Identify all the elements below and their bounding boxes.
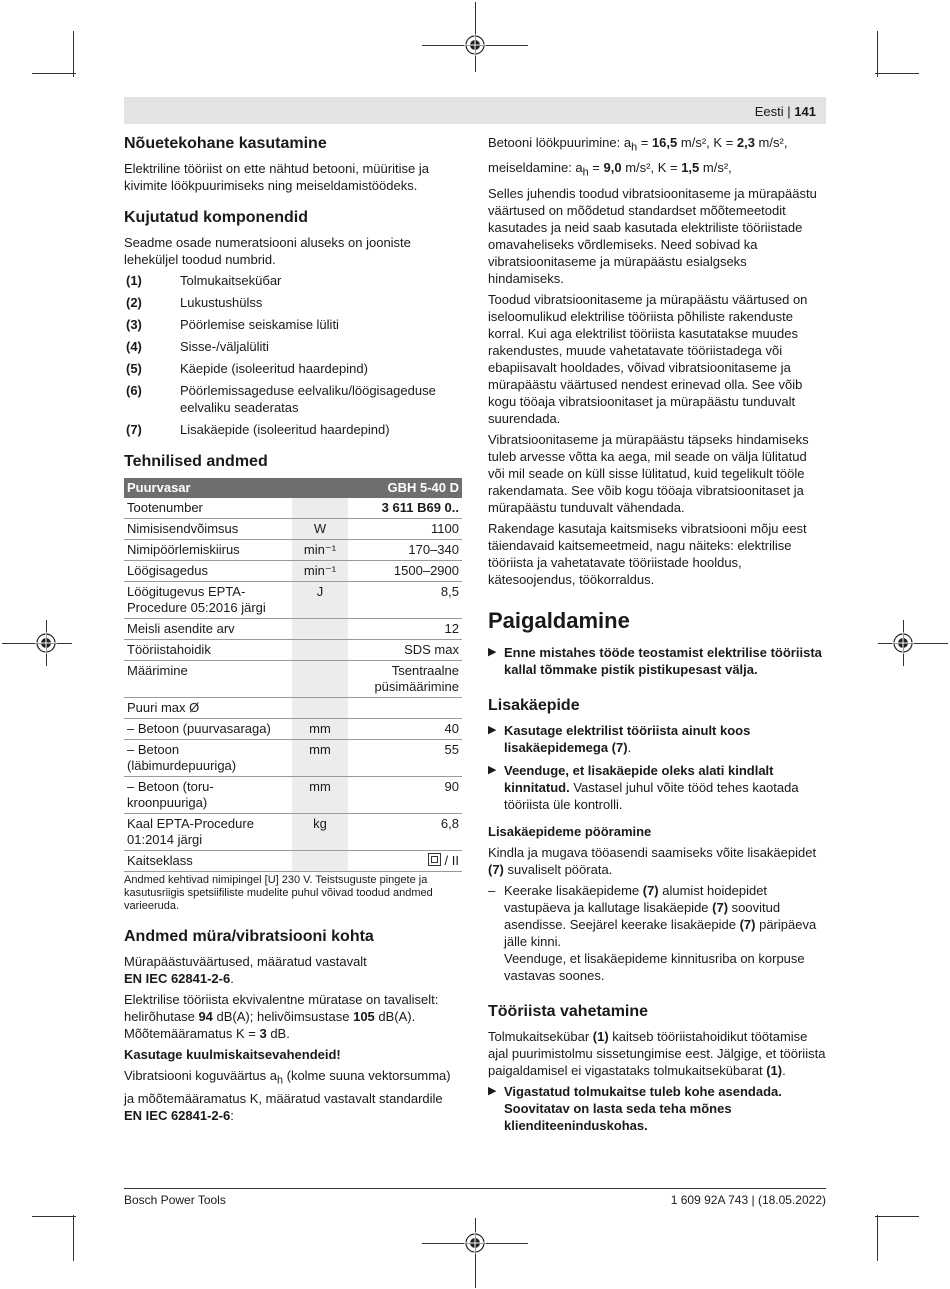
text: = xyxy=(637,135,652,150)
paragraph: Seadme osade numeratsiooni aluseks on jooniste leheküljel toodud numbrid. xyxy=(124,235,411,267)
right-column xyxy=(488,134,826,1140)
text: Veenduge, et lisakäepide oleks alati kindlalt kinnitatud. xyxy=(504,763,774,796)
text: Elektrilise tööriista ekvivalentne müratase on tavaliselt: helirõhutase xyxy=(124,992,439,1024)
table-row xyxy=(124,851,462,872)
component-list xyxy=(124,272,462,438)
table-row xyxy=(124,640,462,661)
row-unit xyxy=(292,619,348,640)
row-value: 1100 xyxy=(348,519,462,540)
section-title: Tehnilised andmed xyxy=(124,453,268,470)
instruction-bullet xyxy=(488,1083,826,1134)
row-value: 170–340 xyxy=(348,540,462,561)
ref: (1) xyxy=(766,1063,783,1079)
footer-brand: Bosch Power Tools xyxy=(124,1193,226,1207)
header-separator: | xyxy=(787,104,795,119)
footer-rule xyxy=(124,1188,826,1189)
subscript: h xyxy=(276,1074,283,1087)
text: Keerake lisakäepideme xyxy=(504,883,643,899)
text: Betooni löökpuurimine: a xyxy=(488,135,632,150)
table-row xyxy=(124,582,462,619)
instruction-text xyxy=(504,762,826,813)
header-band xyxy=(124,97,826,124)
table-row xyxy=(124,719,462,740)
row-unit xyxy=(292,498,348,519)
vibration-value-line xyxy=(488,159,826,182)
text: Kindla ja mugava tööasendi saamiseks võite lisakäepidet xyxy=(488,845,817,861)
subscript: h xyxy=(582,166,589,179)
value: 94 xyxy=(198,1009,213,1024)
item-label: Pöörlemissageduse eelvaliku/löögisageduse eelvaliku seaderatas xyxy=(180,383,436,415)
protection-class-icon xyxy=(428,853,441,866)
page-header xyxy=(755,103,816,120)
text: meiseldamine: a xyxy=(488,159,583,175)
row-unit: mm xyxy=(292,719,348,740)
table-row xyxy=(124,777,462,814)
text: suvaliselt pöörata. xyxy=(503,862,613,878)
value: 3 xyxy=(259,1026,267,1041)
item-number: (5) xyxy=(126,361,142,376)
row-label: Nimipöörlemiskiirus xyxy=(124,540,292,561)
instruction-text: Enne mistahes tööde teostamist elektrilise tööriista kallal tõmmake pistik pistikupesast välja. xyxy=(504,645,822,678)
table-row xyxy=(124,740,462,777)
header-language: Eesti xyxy=(754,104,784,119)
row-label: – Betoon (puurvasaraga) xyxy=(124,719,292,740)
paragraph: Mürapäästuväärtused, määratud vastavalt EN IEC 62841-2-6. xyxy=(124,954,367,986)
row-unit xyxy=(292,698,348,719)
ref: (7) xyxy=(488,862,504,878)
tech-data-table xyxy=(124,478,462,872)
table-body xyxy=(124,498,462,851)
row-label: Määrimine xyxy=(124,661,292,698)
row-unit: kg xyxy=(292,814,348,851)
ref: (7) xyxy=(739,917,756,933)
row-value: 8,5 xyxy=(348,582,462,619)
row-value: 40 xyxy=(348,719,462,740)
section-title: Tööriista vahetamine xyxy=(488,1003,649,1021)
list-item xyxy=(124,294,462,311)
text: päripäeva jälle kinni. xyxy=(504,917,817,950)
list-item xyxy=(124,316,462,333)
table-row xyxy=(124,619,462,640)
tech-data-section xyxy=(124,452,462,913)
text: . xyxy=(627,740,632,756)
paragraph xyxy=(488,844,826,878)
item-label: Lukustushülss xyxy=(180,295,263,310)
standard-ref: EN IEC 62841-2-6 xyxy=(124,971,231,986)
footer-doc-number: 1 609 92A 743 | (18.05.2022) xyxy=(670,1193,826,1207)
section-title: Lisakäepide xyxy=(488,697,580,715)
row-value: Tsentraalne püsimäärimine xyxy=(348,661,462,698)
dash-bullet: – xyxy=(488,883,496,899)
list-item xyxy=(124,421,462,438)
instruction-text xyxy=(504,722,826,756)
table-row xyxy=(124,561,462,582)
row-label: – Betoon (läbimurdepuuriga) xyxy=(124,740,292,777)
row-value xyxy=(348,698,462,719)
paragraph: Elektriline tööriist on ette nähtud betooni, müüritise ja kivimite löökpuurimiseks ning meiseldamistöödeks. xyxy=(124,161,429,193)
text: m/s², K = xyxy=(621,159,682,175)
row-label: Löögitugevus EPTA-Procedure 05:2016 järgi xyxy=(124,582,292,619)
row-unit: min⁻¹ xyxy=(292,561,348,582)
table-header-value: GBH 5-40 D xyxy=(348,478,462,498)
instruction-bullet xyxy=(488,722,826,756)
instruction-bullet xyxy=(488,762,826,813)
registration-target-icon xyxy=(464,34,486,56)
text: kaitseb tööriistahoidikut töötamise ajal puurimistolmu sissetungimise eest. Jälgige, et tööriista paigaldamisel ei vigastataks tolmukaitsekübarat xyxy=(488,1029,826,1079)
row-value xyxy=(348,851,462,872)
row-label: Kaitseklass xyxy=(124,851,292,872)
subsection-title: Lisakäepideme pööramine xyxy=(488,824,652,840)
row-unit: min⁻¹ xyxy=(292,540,348,561)
text: . xyxy=(782,1063,786,1079)
text: Tolmukaitsekübar xyxy=(488,1029,593,1045)
section-title: Nõuetekohane kasutamine xyxy=(124,135,327,152)
noise-section xyxy=(124,927,462,1124)
triangle-bullet-icon: ▶ xyxy=(488,646,497,659)
row-unit xyxy=(292,661,348,698)
paragraph xyxy=(124,1067,462,1124)
ref: (7) xyxy=(611,740,628,756)
standard-ref: EN IEC 62841-2-6 xyxy=(124,1107,231,1123)
instruction-text: Vigastatud tolmukaitse tuleb kohe asendada. Soovitatav on lasta seda teha mõnes klienditeeninduskohas. xyxy=(504,1084,782,1134)
chapter-title: Paigaldamine xyxy=(488,608,630,634)
row-value: SDS max xyxy=(348,640,462,661)
text: Vastasel juhul võite tööd tehes kaotada tööriista üle kontrolli. xyxy=(504,780,799,813)
table-row xyxy=(124,661,462,698)
table-row xyxy=(124,698,462,719)
row-unit: W xyxy=(292,519,348,540)
ref: (7) xyxy=(712,900,729,916)
text: Vibratsiooni koguväärtus a xyxy=(124,1068,277,1083)
paragraph xyxy=(124,991,462,1042)
item-label: Tolmukaitseküбar xyxy=(180,273,282,288)
table-header-unit xyxy=(292,478,348,498)
dash-text xyxy=(504,882,826,984)
table-row xyxy=(124,540,462,561)
crop-mark xyxy=(875,1216,919,1217)
row-label: Meisli asendite arv xyxy=(124,619,292,640)
list-item xyxy=(124,338,462,355)
crop-mark xyxy=(877,31,878,77)
list-item xyxy=(124,382,462,416)
ref: (7) xyxy=(642,883,659,899)
paragraph: Vibratsioonitaseme ja mürapäästu täpseks hindamiseks tuleb arvesse võtta ka aega, mil seade on välja lülitatud või mil seade on küll sisse lülitatud, kuid tegelikult tööle rakendamata. See võib kogu tööaja vibratsioonitaset ja mürapäästu tunduvalt vähendada. xyxy=(488,432,809,516)
registration-target-icon xyxy=(892,632,914,654)
row-unit xyxy=(292,851,348,872)
item-label: Sisse-/väljalüliti xyxy=(180,339,269,354)
row-value: 12 xyxy=(348,619,462,640)
list-item xyxy=(124,272,462,289)
value: 2,3 xyxy=(736,135,755,150)
row-unit xyxy=(292,640,348,661)
page-number: 141 xyxy=(794,104,816,119)
row-label: Löögisagedus xyxy=(124,561,292,582)
list-item xyxy=(124,360,462,377)
item-label: Käepide (isoleeritud haardepind) xyxy=(180,361,368,376)
text: m/s², K = xyxy=(677,135,737,150)
text: alumist hoidepidet vastupäeva ja kallutage lisakäepide xyxy=(504,883,768,916)
text: (kolme suuna vektorsumma) ja mõõtemääramatus K, määratud vastavalt standardile xyxy=(124,1068,451,1106)
row-value: 55 xyxy=(348,740,462,777)
text: dB(A); helivõimsustase xyxy=(212,1009,354,1024)
text: m/s², xyxy=(754,135,788,150)
text: soovitud asendisse. Seejärel keerake lisakäepide xyxy=(504,900,781,933)
section-title: Kujutatud komponendid xyxy=(124,209,308,226)
row-value: 1500–2900 xyxy=(348,561,462,582)
row-unit: mm xyxy=(292,740,348,777)
triangle-bullet-icon: ▶ xyxy=(488,724,497,737)
row-value: 3 611 B69 0.. xyxy=(348,498,462,519)
item-number: (7) xyxy=(126,422,142,437)
subscript: h xyxy=(631,141,638,154)
value: 9,0 xyxy=(603,159,622,175)
crop-mark xyxy=(73,1215,74,1261)
item-number: (3) xyxy=(126,317,142,332)
instruction-bullet xyxy=(488,644,826,678)
paragraph: Rakendage kasutaja kaitsmiseks vibratsiooni mõju eest täiendavaid kaitsemeetmeid, nagu näiteks: elektrilise tööriista ja vahetatavate tööriistade hooldus, kätesoojendus, töökorraldus. xyxy=(488,521,807,588)
row-unit: mm xyxy=(292,777,348,814)
table-header-label: Puurvasar xyxy=(124,478,292,498)
item-number: (4) xyxy=(126,339,142,354)
ref: (1) xyxy=(592,1029,609,1045)
text: Kasutage elektrilist tööriista ainult koos lisakäepidemega xyxy=(504,723,751,756)
row-value: 90 xyxy=(348,777,462,814)
left-column xyxy=(124,134,462,1138)
value: 16,5 xyxy=(651,135,678,150)
warning-text: Kasutage kuulmiskaitsevahendeid! xyxy=(124,1047,341,1062)
item-label: Lisakäepide (isoleeritud haardepind) xyxy=(180,422,390,437)
text: Mürapäästuväärtused, määratud vastavalt xyxy=(124,954,367,969)
row-value: 6,8 xyxy=(348,814,462,851)
value: 105 xyxy=(353,1009,375,1024)
table-row xyxy=(124,519,462,540)
item-label: Pöörlemise seiskamise lüliti xyxy=(180,317,339,332)
text: : xyxy=(230,1107,234,1123)
crop-mark xyxy=(875,73,919,74)
crop-mark xyxy=(32,73,76,74)
registration-target-icon xyxy=(35,632,57,654)
paragraph: Selles juhendis toodud vibratsioonitaseme ja mürapäästu väärtused on mõõdetud standardset mõõtemeetodit kasutades ja neid saab kasutada elektriliste tööriistade omavaheliseks võrdlemiseks. Need sobivad ka vibratsioonitaseme ja mürapäästu esialgseks hindamiseks. xyxy=(488,186,817,287)
components-section xyxy=(124,208,462,438)
triangle-bullet-icon: ▶ xyxy=(488,764,497,777)
row-label: Tööriistahoidik xyxy=(124,640,292,661)
crop-mark xyxy=(32,1216,76,1217)
paragraph: Toodud vibratsioonitaseme ja mürapäästu väärtused on iseloomulikud elektrilise tööriista põhiliste rakenduste korral. Kui aga elektrilist tööriista kasutatakse muudes rakendustes, muude vahetatavate tööriistadega või ebapiisavalt hooldades, võivad vibratsioonitaseme ja mürapäästu väärtused nendest erinevad olla. See võib kogu tööaja vibratsioonitaset ja mürapäästu tunduvalt suurendada. xyxy=(488,292,808,427)
row-label: Kaal EPTA-Procedure 01:2014 järgi xyxy=(124,814,292,851)
vibration-value-line xyxy=(488,134,826,157)
table-row xyxy=(124,498,462,519)
row-label: Nimisisendvõimsus xyxy=(124,519,292,540)
section-title: Andmed müra/vibratsiooni kohta xyxy=(124,928,374,945)
dash-item xyxy=(488,882,826,984)
text: = xyxy=(588,159,604,175)
row-unit: J xyxy=(292,582,348,619)
item-number: (6) xyxy=(126,383,142,398)
registration-target-icon xyxy=(464,1232,486,1254)
table-header-row xyxy=(124,478,462,498)
text: m/s², xyxy=(699,159,732,175)
table-footnote: Andmed kehtivad nimipingel [U] 230 V. Teistsuguste pingete ja kasutusriigis spetsiifiliste mudelite puhul võivad toodud andmed varieeruda. xyxy=(124,874,433,912)
item-number: (1) xyxy=(126,273,142,288)
protection-class-value: / II xyxy=(444,853,459,868)
text: Veenduge, et lisakäepideme kinnitusriba on korpuse vastavas soones. xyxy=(504,951,805,984)
table-row xyxy=(124,814,462,851)
row-label: – Betoon (toru-kroonpuuriga) xyxy=(124,777,292,814)
intended-use-section xyxy=(124,134,462,194)
triangle-bullet-icon: ▶ xyxy=(488,1085,497,1098)
value: 1,5 xyxy=(681,159,700,175)
row-label: Puuri max Ø xyxy=(124,698,292,719)
item-number: (2) xyxy=(126,295,142,310)
text: dB(A). Mõõtemääramatus K = xyxy=(124,1009,416,1041)
paragraph xyxy=(488,1028,826,1079)
text: dB. xyxy=(266,1026,290,1041)
crop-mark xyxy=(877,1215,878,1261)
row-label: Tootenumber xyxy=(124,498,292,519)
crop-mark xyxy=(73,31,74,77)
